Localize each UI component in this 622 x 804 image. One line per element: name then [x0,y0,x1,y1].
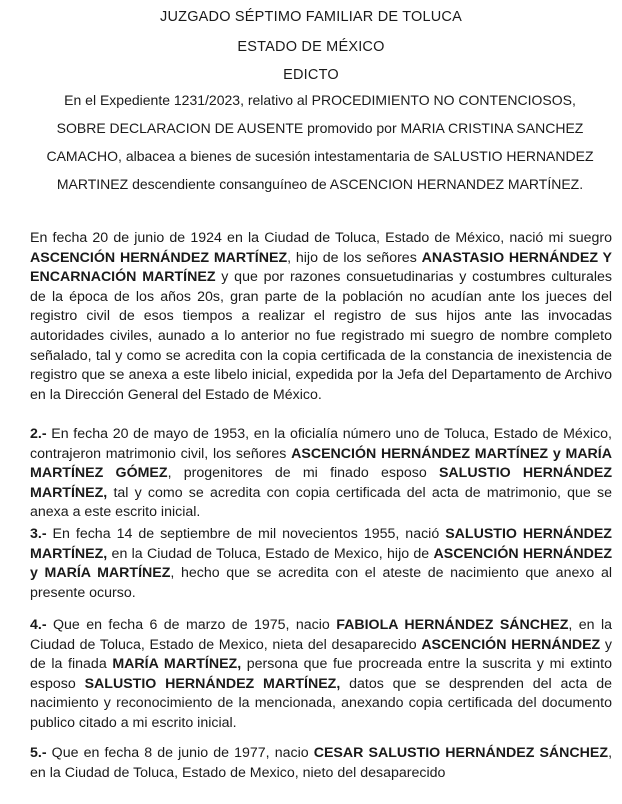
intro-block [30,86,610,198]
p4-text-5: datos que se desprenden del acta de nacimiento y reconocimiento de la mencionada, anexando copia certificada del documento publico citado a mi escrito inicial. [30,675,612,731]
paragraph-2 [30,425,612,523]
p4-bold-4: SALUSTIO HERNÁNDEZ MARTÍNEZ, [84,675,341,692]
p3-text-3: , hecho que se acredita con el ateste de nacimiento que anexo al presente ocurso. [30,565,612,601]
p4-text-4: persona que fue procreada entre la suscrita y mi extinto esposo [30,656,612,692]
p1-bold-2: ANASTASIO HERNÁNDEZ Y ENCARNACIÓN MARTÍNEZ [30,249,613,286]
p5-number: 5.- [30,745,47,761]
p1-text-3: y que por razones consuetudinarias y costumbres culturales de la época de los años 20s, gran parte de la población no acudían ante los jueces del registro civil de esos tiempos a realizar el registro de sus hijos ante las invocadas autoridades civiles, aunado a lo anterior no fue registrado mi suegro de nombre completo señalado, tal y como se acredita con la copia certificada de la constancia de inexistencia de registro que se anexa a este libelo inicial, expedida por la Jefa del Departamento de Archivo en la Dirección General del Estado de México. [30,269,612,403]
p4-text-1: Que en fecha 6 de marzo de 1975, nacio [46,617,337,633]
p4-number: 4.- [30,617,47,633]
p3-text-2: en la Ciudad de Toluca, Estado de Mexico, hijo de [107,545,434,562]
p4-bold-3: MARÍA MARTÍNEZ, [112,656,242,673]
p4-text-3: y de la finada [30,636,612,673]
p5-bold-1: CESAR SALUSTIO HERNÁNDEZ SÁNCHEZ [313,745,609,761]
p1-bold-1: ASCENCIÓN HERNÁNDEZ MARTÍNEZ [30,249,288,266]
p3-text-1: En fecha 14 de septiembre de mil novecientos 1955, nació [46,526,446,542]
p1-text-1: En fecha 20 de junio de 1924 en la Ciudad de Toluca, Estado de México, nació mi suegro [30,230,612,246]
p5-text-2: , en la Ciudad de Toluca, Estado de Mexico, nieto del desaparecido [30,745,613,781]
p2-bold-1: ASCENCIÓN HERNÁNDEZ MARTÍNEZ y MARÍA MARTÍNEZ GÓMEZ [30,445,612,482]
paragraph-4 [30,616,612,734]
intro-line-3: CAMACHO, albacea a bienes de sucesión intestamentaria de SALUSTIO HERNANDEZ [46,148,594,164]
p1-text-2: , hijo de los señores [287,249,422,266]
intro-line-4: MARTINEZ descendiente consanguíneo de ASCENCION HERNANDEZ MARTÍNEZ. [56,176,584,192]
paragraph-3 [30,525,612,603]
p4-bold-1: FABIOLA HERNÁNDEZ SÁNCHEZ [336,617,569,633]
p3-number: 3.- [30,526,47,542]
p4-bold-2: ASCENCIÓN HERNÁNDEZ [421,636,601,653]
p2-text-1: En fecha 20 de mayo de 1953, en la oficialía número uno de Toluca, Estado de México, contrajeron matrimonio civil, los señores [30,426,612,462]
p4-text-2: , en la Ciudad de Toluca, Estado de Mexico, nieta del desaparecido [30,617,612,653]
intro-line-1: En el Expediente 1231/2023, relativo al PROCEDIMIENTO NO CONTENCIOSOS, [64,92,576,108]
intro-line-2: SOBRE DECLARACION DE AUSENTE promovido por MARIA CRISTINA SANCHEZ [56,120,584,136]
court-name: JUZGADO SÉPTIMO FAMILIAR DE TOLUCA [160,9,462,25]
p2-bold-2: SALUSTIO HERNÁNDEZ MARTÍNEZ, [30,465,612,501]
p5-text-1: Que en fecha 8 de junio de 1977, nacio [46,745,314,761]
paragraph-1 [30,229,612,405]
paragraph-5 [30,744,612,783]
p2-number: 2.- [30,426,47,442]
p2-text-3: tal y como se acredita con copia certificada del acta de matrimonio, que se anexa a este escrito inicial. [30,484,612,521]
p2-text-2: , progenitores de mi finado esposo [167,465,439,482]
p3-bold-1: SALUSTIO HERNÁNDEZ MARTÍNEZ, [30,526,612,562]
document-type: EDICTO [283,67,339,83]
state-name: ESTADO DE MÉXICO [237,39,385,55]
p3-bold-2: ASCENCIÓN HERNÁNDEZ y MARÍA MARTÍNEZ [30,545,612,582]
